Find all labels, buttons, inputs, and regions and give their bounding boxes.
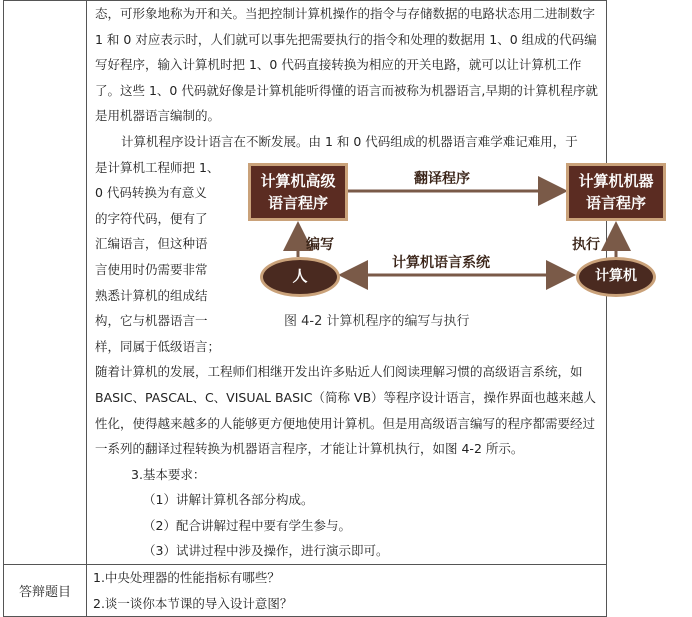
left-line: 0 代码转换为有意义: [95, 185, 207, 201]
left-line: 言使用时仍需要非常: [95, 261, 208, 277]
left-line: 汇编语言，但这种语: [95, 236, 208, 252]
machine-program-box: 计算机机器 语言程序: [566, 163, 666, 221]
person-oval: 人: [260, 257, 340, 297]
high-level-program-box: 计算机高级 语言程序: [248, 163, 348, 221]
requirement-item: （3）试讲过程中涉及操作，进行演示即可。: [143, 543, 389, 559]
requirement-item: （1）讲解计算机各部分构成。: [143, 492, 314, 508]
left-line: 样，同属于低级语言；: [95, 338, 221, 354]
lesson-table: [3, 0, 654, 617]
system-label: 计算机语言系统: [392, 254, 490, 271]
write-label: 编写: [306, 236, 334, 253]
defense-questions-cell: [87, 565, 607, 617]
defense-question: 1.中央处理器的性能指标有哪些？: [93, 570, 280, 586]
content-cell: [87, 1, 654, 565]
left-line: 构，它与机器语言一: [95, 313, 208, 329]
requirement-item: （2）配合讲解过程中要有学生参与。: [143, 517, 351, 533]
left-line: 是计算机工程师把 1、: [95, 159, 220, 175]
figure-caption: 图 4-2 计算机程序的编写与执行: [284, 313, 470, 329]
translate-label: 翻译程序: [414, 170, 470, 187]
requirements-title: 3.基本要求：: [131, 466, 206, 482]
figure-4-2: [244, 157, 692, 347]
empty-label-cell: [4, 1, 87, 565]
paragraph-1: 态，可形象地称为开和关。当把控制计算机操作的指令与存储数据的电路状态用二进制数字 1 和 0 对应表示时，人们就可以事先把需要执行的指令和处理的数据用 1、0 组成的代码编写好程序，输入计算机时把 1、0 代码直接转换为相应的开关电路，就可以让计算机工作了。这些 1、0 代码就好像是计算机能听得懂的语言而被称为机器语言,早期的计算机程序就是用机器语言编制的。: [95, 6, 598, 124]
left-line: 的字符代码，便有了: [95, 210, 208, 226]
computer-oval: 计算机: [576, 257, 656, 297]
left-line: 熟悉计算机的组成结: [95, 287, 208, 303]
paragraph-2-first-line: 计算机程序设计语言在不断发展。由 1 和 0 代码组成的机器语言难学难记难用，于: [121, 133, 578, 149]
content-row: [4, 1, 607, 565]
defense-label: 答辩题目: [4, 565, 87, 617]
paragraph-2-rest: 随着计算机的发展，工程师们相继开发出许多贴近人们阅读理解习惯的高级语言系统，如 BASIC、PASCAL、C、VISUAL BASIC（简称 VB）等程序设计语言，操作界面也越来越人性化，使得越来越多的人能够更方便地使用计算机。但是用高级语言编写的程序都需要经过一系列的翻译过程转换为机器语言程序，才能让计算机执行，如图 4-2 所示。: [95, 364, 597, 457]
paragraph-2-left-column: [95, 155, 232, 360]
figure-wrap: [95, 155, 654, 360]
defense-row: [4, 565, 607, 617]
defense-question: 2.谈一谈你本节课的导入设计意图？: [93, 595, 293, 611]
execute-label: 执行: [572, 236, 600, 253]
